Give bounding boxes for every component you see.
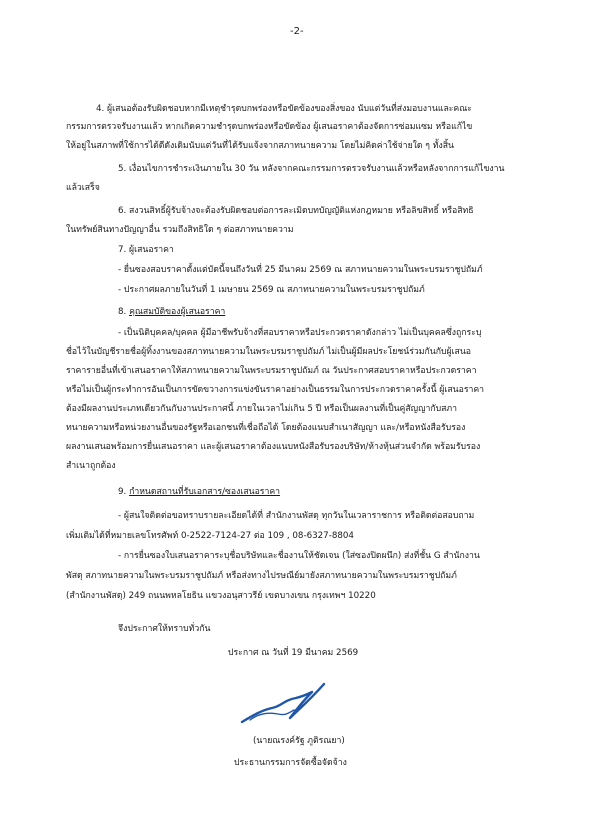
item-7-heading: 7. ผู้เสนอราคา — [118, 245, 174, 255]
item-8-line-5: ต้องมีผลงานประเภทเดียวกันกับงานประกาศนี้ ภายในเวลาไม่เกิน 5 ปี หรือเป็นผลงานที่เป็นคู่สัญญากับสภา — [66, 404, 458, 414]
item-7-line-1: - ยื่นซองสอบราคาตั้งแต่บัดนี้จนถึงวันที่ 25 มีนาคม 2569 ณ สภาทนายความในพระบรมราชูปถัมภ์ — [118, 265, 483, 275]
item-8-line-7: ผลงานเสนอพร้อมการยื่นเสนอราคา และผู้เสนอราคาต้องแนบหนังสือรับรองบริษัท/ห้างหุ้นส่วนจำกัด พร้อมรับรอง — [66, 442, 481, 452]
closing-text: จึงประกาศให้ทราบทั่วกัน — [118, 624, 211, 634]
item-9-heading-text: กำหนดสถานที่รับเอกสาร/ซองเสนอราคา — [129, 487, 281, 497]
item-8-heading-text: คุณสมบัติของผู้เสนอราคา — [129, 307, 226, 317]
item-4-line-2: กรรมการตรวจรับงานแล้ว หากเกิดความชำรุดบกพร่องหรือขัดข้อง ผู้เสนอราคาต้องจัดการซ่อมแซม หรือแก้ไข — [66, 122, 473, 132]
item-7-line-2: - ประกาศผลภายในวันที่ 1 เมษายน 2569 ณ สภาทนายความในพระบรมราชูปถัมภ์ — [118, 285, 425, 295]
item-6-line-1: 6. สงวนสิทธิ์ผู้รับจ้างจะต้องรับผิดชอบต่อการละเมิดบทบัญญัติแห่งกฎหมาย หรือลิขสิทธิ์ หรือสิทธิ — [118, 206, 474, 216]
item-5-line-1: 5. เงื่อนไขการชำระเงินภายใน 30 วัน หลังจากคณะกรรมการตรวจรับงานแล้วหรือหลังจากการแก้ไขงาน — [118, 164, 505, 174]
item-9-heading — [118, 486, 280, 498]
item-9-number: 9. — [118, 487, 127, 497]
item-8-line-2: ชื่อไว้ในบัญชีรายชื่อผู้ทิ้งงานของสภาทนายความในพระบรมราชูปถัมภ์ ไม่เป็นผู้มีผลประโยชน์ร่วมกันกับผู้เสนอ — [66, 347, 471, 357]
item-8-line-6: ทนายความหรือหน่วยงานอื่นของรัฐหรือเอกชนที่เชื่อถือได้ โดยต้องแนบสำเนาสัญญา และ/หรือหนังสือรับรอง — [66, 423, 466, 433]
item-4-line-1: 4. ผู้เสนอต้องรับผิดชอบหากมีเหตุชำรุดบกพร่องหรือขัดข้องของสิ่งของ นับแต่วันที่ส่งมอบงานและคณะ — [96, 104, 472, 114]
item-9-line-3: - การยื่นซองใบเสนอราคาระบุชื่อบริษัทและชื่องานให้ชัดเจน (ใส่ซองปิดผนึก) ส่งที่ชั้น G สำนักงาน — [118, 551, 480, 561]
item-9-line-4: พัสดุ สภาทนายความในพระบรมราชูปถัมภ์ หรือส่งทางไปรษณีย์มายังสภาทนายความในพระบรมราชูปถัมภ์ — [66, 571, 457, 581]
signer-name: (นายณรงค์รัฐ ภูติรณยา) — [253, 736, 345, 746]
item-9-line-2: เพิ่มเติมได้ที่หมายเลขโทรศัพท์ 0-2522-7124-27 ต่อ 109 , 08-6327-8804 — [66, 531, 354, 541]
item-5-line-2: แล้วเสร็จ — [66, 183, 100, 193]
item-8-number: 8. — [118, 307, 127, 317]
item-6-line-2: ในทรัพย์สินทางปัญญาอื่น รวมถึงสิทธิใด ๆ ต่อสภาทนายความ — [66, 225, 294, 235]
item-4-line-3: ให้อยู่ในสภาพที่ใช้การได้ดีดังเดิมนับแต่วันที่ได้รับแจ้งจากสภาทนายความ โดยไม่คิดค่าใช้จ่ายใด ๆ ทั้งสิ้น — [66, 141, 454, 151]
item-8-line-4: หรือไม่เป็นผู้กระทำการอันเป็นการขัดขวางการแข่งขันราคาอย่างเป็นธรรมในการประกวดราคาครั้งนี้ ผู้เสนอราคา — [66, 385, 485, 395]
signer-title: ประธานกรรมการจัดซื้อจัดจ้าง — [234, 758, 347, 768]
item-9-line-5: (สำนักงานพัสดุ) 249 ถนนพหลโยธิน แขวงอนุสาวรีย์ เขตบางเขน กรุงเทพฯ 10220 — [66, 591, 376, 601]
announce-date: ประกาศ ณ วันที่ 19 มีนาคม 2569 — [228, 648, 359, 658]
signature-image — [238, 680, 328, 728]
item-9-line-1: - ผู้สนใจติดต่อขอทราบรายละเอียดได้ที่ สำนักงานพัสดุ ทุกวันในเวลาราชการ หรือติดต่อสอบถาม — [118, 511, 475, 521]
item-8-heading — [118, 306, 225, 318]
item-8-line-8: สำเนาถูกต้อง — [66, 461, 116, 471]
page-number: -2- — [290, 26, 304, 37]
item-8-line-1: - เป็นนิติบุคคล/บุคคล ผู้มีอาชีพรับจ้างที่สอบราคาหรือประกวดราคาดังกล่าว ไม่เป็นบุคคลซึ่งถูกระบุ — [118, 328, 482, 338]
item-8-line-3: ราคารายอื่นที่เข้าเสนอราคาให้สภาทนายความในพระบรมราชูปถัมภ์ ณ วันประกาศสอบราคาหรือประกวดราคา — [66, 366, 477, 376]
